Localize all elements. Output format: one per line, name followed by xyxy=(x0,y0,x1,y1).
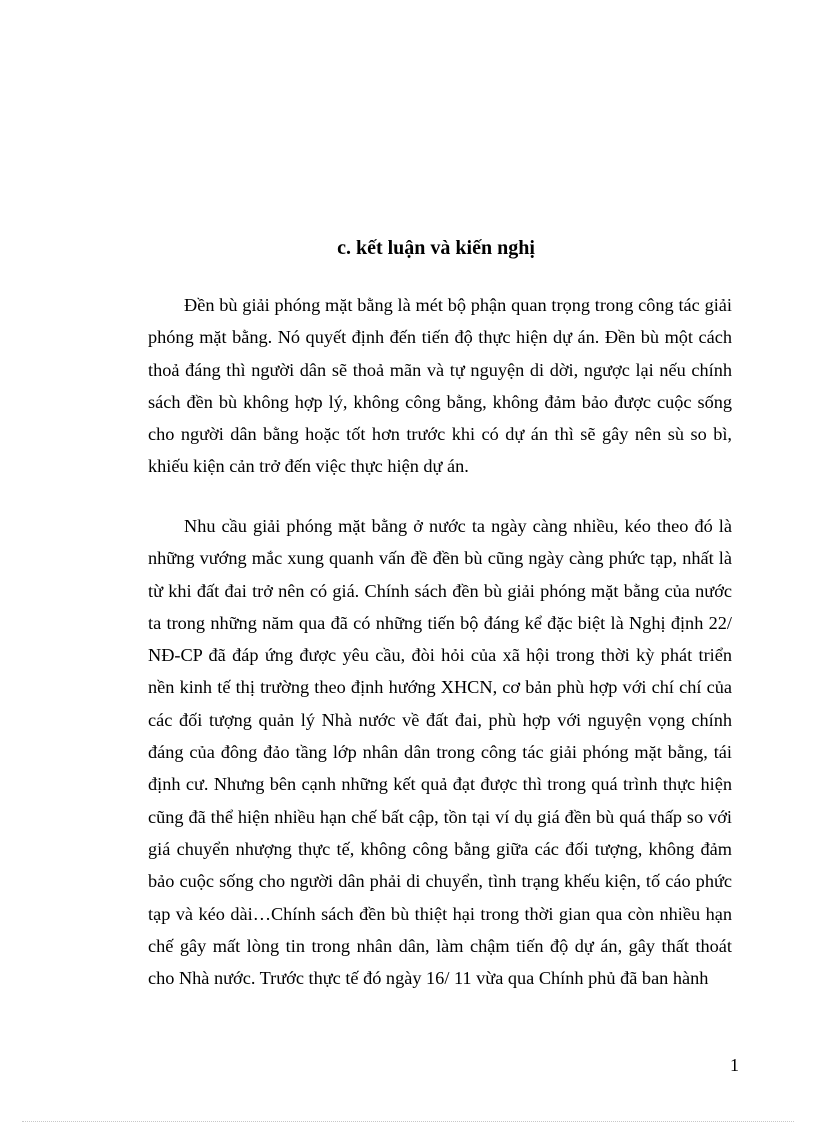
page-number: 1 xyxy=(730,1055,739,1075)
section-heading: c. kết luận và kiến nghị xyxy=(337,237,535,259)
paragraph-1: Đền bù giải phóng mặt bằng là mét bộ phận quan trọng trong công tác giải phóng mặt bằng. Nó quyết định đến tiến độ thực hiện dự án. Đền bù một cách thoả đáng thì người dân sẽ thoả mãn và tự nguyện di dời, ngược lại nếu chính sách đền bù không hợp lý, không công bằng, không đảm bảo được cuộc sống cho người dân bằng hoặc tốt hơn trước khi có dự án thì sẽ gây nên sù so bì, khiếu kiện cản trở đến việc thực hiện dự án. xyxy=(148,295,732,477)
page-bottom-divider xyxy=(22,1121,794,1122)
paragraph-2: Nhu cầu giải phóng mặt bằng ở nước ta ngày càng nhiều, kéo theo đó là những vướng mắc xung quanh vấn đề đền bù cũng ngày càng phức tạp, nhất là từ khi đất đai trở nên có giá. Chính sách đền bù giải phóng mặt bằng của nước ta trong những năm qua đã có những tiến bộ đáng kể đặc biệt là Nghị định 22/ NĐ-CP đã đáp ứng được yêu cầu, đòi hỏi của xã hội trong thời kỳ phát triển nền kinh tế thị trường theo định hướng XHCN, cơ bản phù hợp với chí chí của các đối tượng quản lý Nhà nước về đất đai, phù hợp với nguyện vọng chính đáng của đông đảo tầng lớp nhân dân trong công tác giải phóng mặt bằng, tái định cư. Nhưng bên cạnh những kết quả đạt được thì trong quá trình thực hiện cũng đã thể hiện nhiều hạn chế bất cập, tồn tại ví dụ giá đền bù quá thấp so với giá chuyển nhượng thực tế, không công bằng giữa các đối tượng, không đảm bảo cuộc sống cho người dân phải di chuyển, tình trạng khếu kiện, tố cáo phức tạp và kéo dài…Chính sách đền bù thiệt hại trong thời gian qua còn nhiều hạn chế gây mất lòng tin trong nhân dân, làm chậm tiến độ dự án, gây thất thoát cho Nhà nước. Trước thực tế đó ngày 16/ 11 vừa qua Chính phủ đã ban hành xyxy=(148,516,732,989)
